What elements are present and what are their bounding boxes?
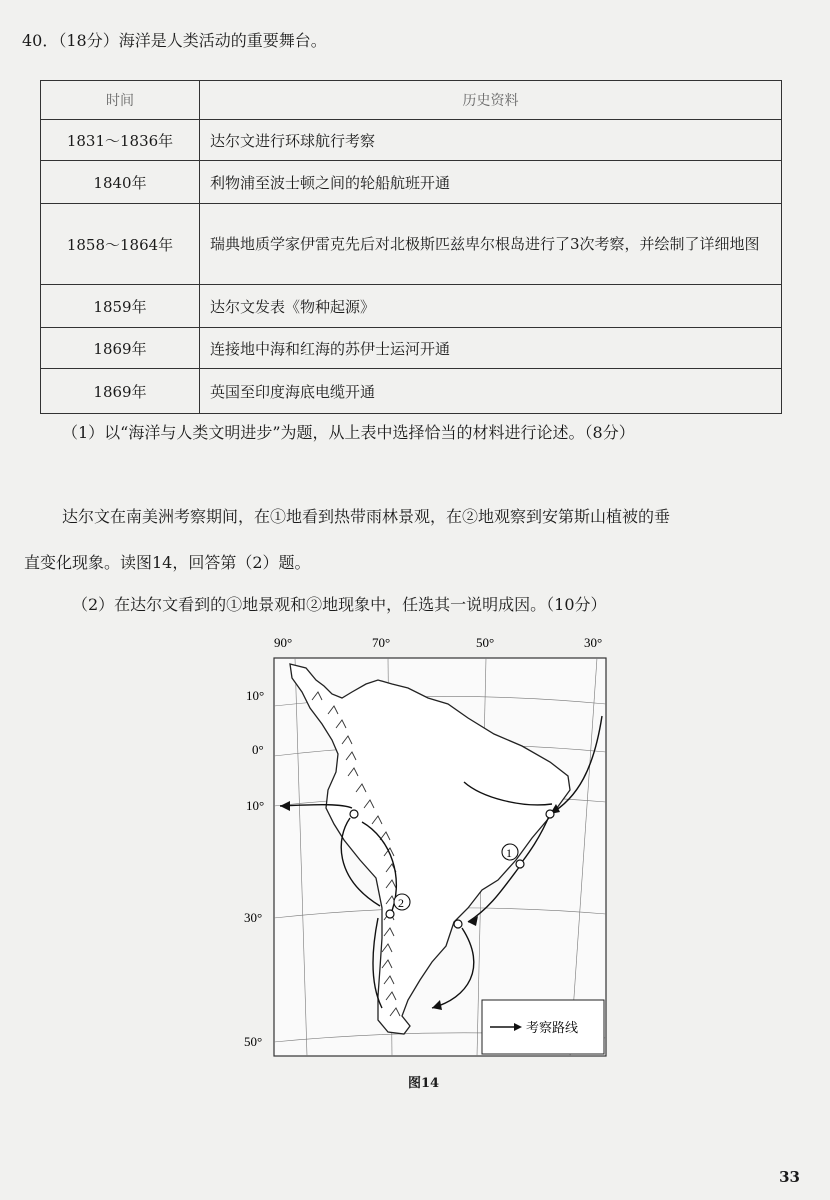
table-row bbox=[41, 328, 782, 369]
lat-label-10s: 10° bbox=[246, 798, 265, 813]
table-row bbox=[41, 204, 782, 285]
table-cell-event: 瑞典地质学家伊雷克先后对北极斯匹兹卑尔根岛进行了3次考察，并绘制了详细地图 bbox=[200, 204, 782, 285]
location-marker-1 bbox=[502, 844, 518, 860]
table-cell-event: 利物浦至波士顿之间的轮船航班开通 bbox=[200, 161, 782, 204]
lat-label-50s: 50° bbox=[244, 1034, 263, 1049]
table-cell-event: 连接地中海和红海的苏伊士运河开通 bbox=[200, 328, 782, 369]
table-cell-event: 达尔文发表《物种起源》 bbox=[200, 285, 782, 328]
history-table bbox=[40, 80, 782, 414]
table-cell-time: 1869年 bbox=[41, 328, 200, 369]
lon-label-30: 30° bbox=[584, 635, 603, 650]
map-legend bbox=[482, 1000, 604, 1054]
page-number: 33 bbox=[779, 1168, 800, 1186]
table-row bbox=[41, 161, 782, 204]
marker-2-label: 2 bbox=[398, 896, 404, 910]
lat-label-30s: 30° bbox=[244, 910, 263, 925]
intro-line-1: 达尔文在南美洲考察期间，在①地看到热带雨林景观，在②地观察到安第斯山植被的垂 bbox=[62, 507, 671, 526]
lat-label-0: 0° bbox=[252, 742, 264, 757]
intro-line-2: 直变化现象。读图14，回答第（2）题。 bbox=[24, 553, 311, 572]
table-header-time: 时间 bbox=[41, 81, 200, 120]
table-cell-time: 1858～1864年 bbox=[41, 204, 200, 285]
legend-route-label: 考察路线 bbox=[526, 1021, 579, 1036]
table-row bbox=[41, 369, 782, 414]
table-row bbox=[41, 120, 782, 161]
lon-label-90: 90° bbox=[274, 635, 293, 650]
question-part2: （2）在达尔文看到的①地景观和②地现象中，任选其一说明成因。（10分） bbox=[72, 595, 607, 614]
table-cell-time: 1831～1836年 bbox=[41, 120, 200, 161]
figure-caption: 图14 bbox=[408, 1076, 440, 1091]
table-header-material: 历史资料 bbox=[200, 81, 782, 120]
lat-label-10n: 10° bbox=[246, 688, 265, 703]
table-cell-event: 英国至印度海底电缆开通 bbox=[200, 369, 782, 414]
lon-label-70: 70° bbox=[372, 635, 391, 650]
table-cell-time: 1859年 bbox=[41, 285, 200, 328]
table-header-row bbox=[41, 81, 782, 120]
table-cell-time: 1840年 bbox=[41, 161, 200, 204]
question-part1: （1）以“海洋与人类文明进步”为题，从上表中选择恰当的材料进行论述。（8分） bbox=[62, 423, 635, 442]
table-cell-time: 1869年 bbox=[41, 369, 200, 414]
marker-1-label: 1 bbox=[506, 846, 512, 860]
table-row bbox=[41, 285, 782, 328]
location-marker-2 bbox=[394, 894, 410, 910]
table-cell-event: 达尔文进行环球航行考察 bbox=[200, 120, 782, 161]
lon-label-50: 50° bbox=[476, 635, 495, 650]
question-title: 40．（18分）海洋是人类活动的重要舞台。 bbox=[22, 31, 327, 50]
south-america-map bbox=[232, 628, 622, 1068]
